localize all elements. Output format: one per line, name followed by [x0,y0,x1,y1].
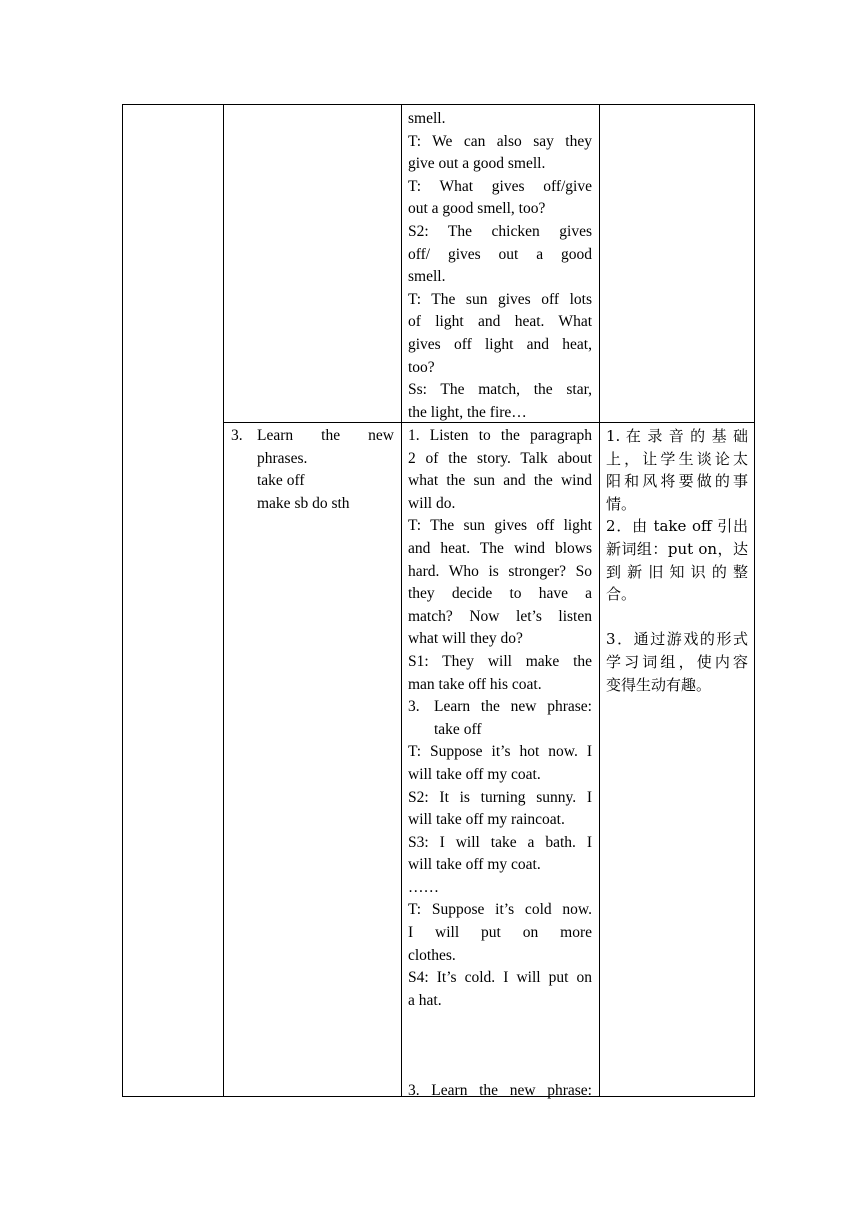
activity-line: 2 of the story. Talk about [408,449,592,467]
activity-line: will do. [408,494,456,512]
lesson-plan-table [122,104,755,1100]
activity-line: T: Suppose it’s hot now. I [408,743,592,761]
step-line: phrases. [257,449,308,467]
purpose-line: 新词组：put on，达 [606,539,748,558]
purpose-line: 上，让学生谈论太 [606,449,748,468]
row2-activity-cell [408,425,592,1103]
activity-line: 1. Listen to the paragraph [408,427,592,444]
row2-step-cell [231,425,394,515]
activity-line: smell. [408,110,446,127]
step-line: Learn the new [257,427,394,444]
activity-line: S2: It is turning sunny. I [408,788,592,806]
activity-line: gives off light and heat, [408,335,592,353]
activity-line: give out a good smell. [408,155,546,173]
step-line: make sb do sth [257,494,350,512]
column-divider-2 [401,105,402,1096]
activity-line: T: The sun gives off light [408,517,592,535]
step-number: 3. [231,427,243,444]
activity-item-number: 3. [408,698,420,716]
purpose-line: 合。 [606,585,637,604]
activity-line: and heat. The wind blows [408,539,592,557]
activity-last-line: 3. Learn the new phrase: [408,1082,592,1100]
step-line: take off [257,472,305,490]
activity-line: man take off his coat. [408,675,542,693]
activity-line: S3: I will take a bath. I [408,833,592,851]
activity-line: …… [408,878,439,896]
activity-line: what will they do? [408,630,523,648]
activity-line: they decide to have a [408,585,592,603]
activity-item-3 [408,696,592,741]
activity-line: T: Suppose it’s cold now. [408,901,592,919]
activity-line: T: The sun gives off lots [408,290,592,308]
activity-line: match? Now let’s listen [408,607,592,625]
activity-line: T: We can also say they [408,132,592,150]
activity-line: take off [434,720,482,738]
activity-line: I will put on more [408,924,592,942]
activity-line: out a good smell, too? [408,200,546,218]
purpose-line: 情。 [606,494,637,513]
purpose-line: 1. 在 录 音 的 基 础 [606,427,748,445]
column-divider-3 [599,105,600,1096]
activity-line: Learn the new phrase: [434,698,592,716]
activity-line: of light and heat. What [408,313,592,331]
activity-line: clothes. [408,946,456,964]
activity-line: S4: It’s cold. I will put on [408,969,592,987]
row2-purpose-cell [606,425,748,696]
activity-line: smell. [408,268,446,286]
purpose-line: 到 新 旧 知 识 的 整 [606,562,748,581]
purpose-line: 学习词组，使内容 [606,652,748,671]
purpose-line: 阳和风将要做的事 [606,472,748,491]
row1-activity-cell [408,108,592,424]
step-item [231,425,394,515]
purpose-line: 3．通过游戏的形式 [606,630,748,649]
activity-line: off/ gives out a good [408,245,592,263]
activity-line: will take off my coat. [408,856,541,874]
activity-line: a hat. [408,991,442,1009]
activity-line: Ss: The match, the star, [408,381,592,399]
activity-line: will take off my raincoat. [408,811,565,829]
purpose-line: 变得生动有趣。 [606,675,712,694]
column-divider-1 [223,105,224,1096]
purpose-line: 2．由 take off 引出 [606,517,748,536]
activity-line: T: What gives off/give [408,177,592,195]
activity-line: S2: The chicken gives [408,222,592,240]
activity-line: the light, the fire… [408,403,527,421]
activity-line: what the sun and the wind [408,472,592,490]
activity-line: hard. Who is stronger? So [408,562,592,580]
activity-line: too? [408,358,435,376]
activity-line: S1: They will make the [408,652,592,670]
activity-line: will take off my coat. [408,765,541,783]
